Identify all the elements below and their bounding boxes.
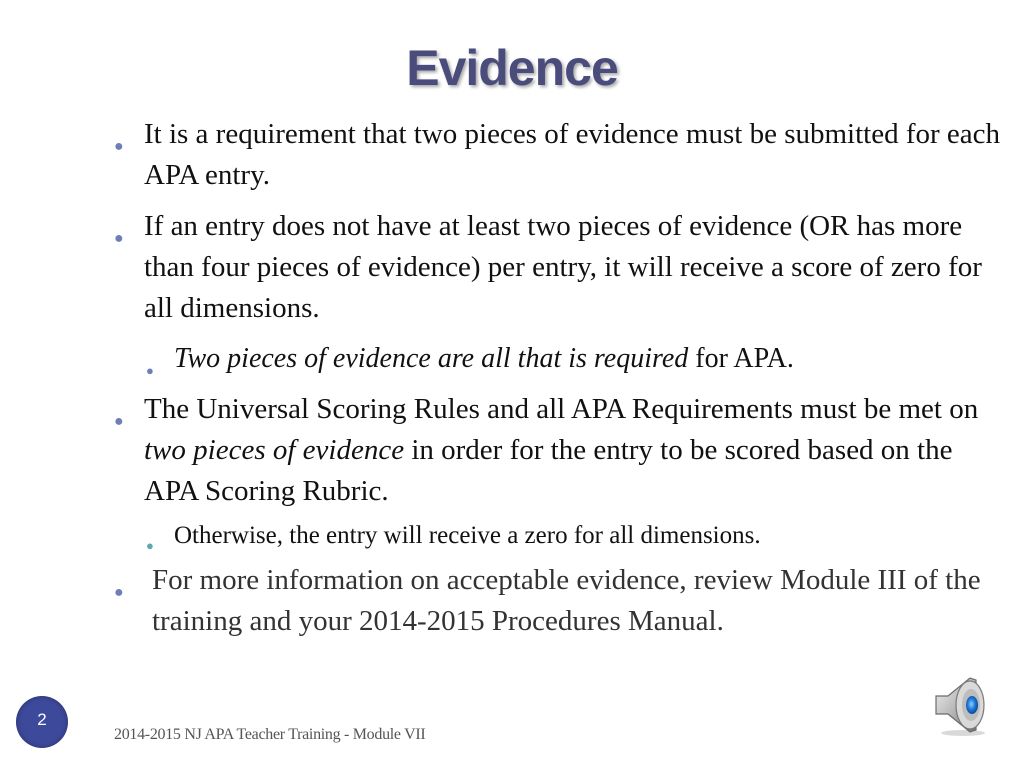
bullet-text: If an entry does not have at least two pieces of evidence (OR has more than four pieces of evidence) per entry, it will receive a score of zero for all dimensions. xyxy=(144,210,982,324)
bullet-item xyxy=(0,560,1024,642)
bullet-item xyxy=(0,389,1024,512)
speaker-icon[interactable] xyxy=(930,672,996,738)
bullet-icon: ● xyxy=(114,230,124,247)
bullet-icon: ● xyxy=(114,413,124,430)
bullet-item xyxy=(0,206,1024,329)
bullet-icon: ● xyxy=(146,363,154,378)
footer-text: 2014-2015 NJ APA Teacher Training - Module VII xyxy=(114,726,426,743)
bullet-text-italic: Two pieces of evidence are all that is required xyxy=(174,343,689,374)
slide-title: Evidence xyxy=(406,40,618,96)
bullet-text-italic: two pieces of evidence xyxy=(144,434,405,466)
bullet-text: for APA. xyxy=(688,343,794,374)
bullet-text: It is a requirement that two pieces of evidence must be submitted for each APA entry. xyxy=(144,118,1001,191)
sub-bullet-item xyxy=(0,339,1024,379)
page-number-badge xyxy=(16,696,68,748)
bullet-text: in order for the entry to be scored based on the APA Scoring Rubric. xyxy=(144,434,953,507)
bullet-icon: ● xyxy=(114,584,124,601)
bullet-icon: ● xyxy=(146,538,154,553)
sub-bullet-item xyxy=(0,518,1024,554)
bullet-icon: ● xyxy=(114,138,124,155)
bullet-item xyxy=(0,114,1024,196)
page-number: 2 xyxy=(37,710,47,729)
bullet-text: For more information on acceptable evidence, review Module III of the training and your 2014-2015 Procedures Manual. xyxy=(152,564,981,637)
bullet-list xyxy=(0,114,1024,642)
bullet-text: Otherwise, the entry will receive a zero for all dimensions. xyxy=(174,522,761,549)
bullet-text: The Universal Scoring Rules and all APA Requirements must be met on xyxy=(144,393,979,425)
